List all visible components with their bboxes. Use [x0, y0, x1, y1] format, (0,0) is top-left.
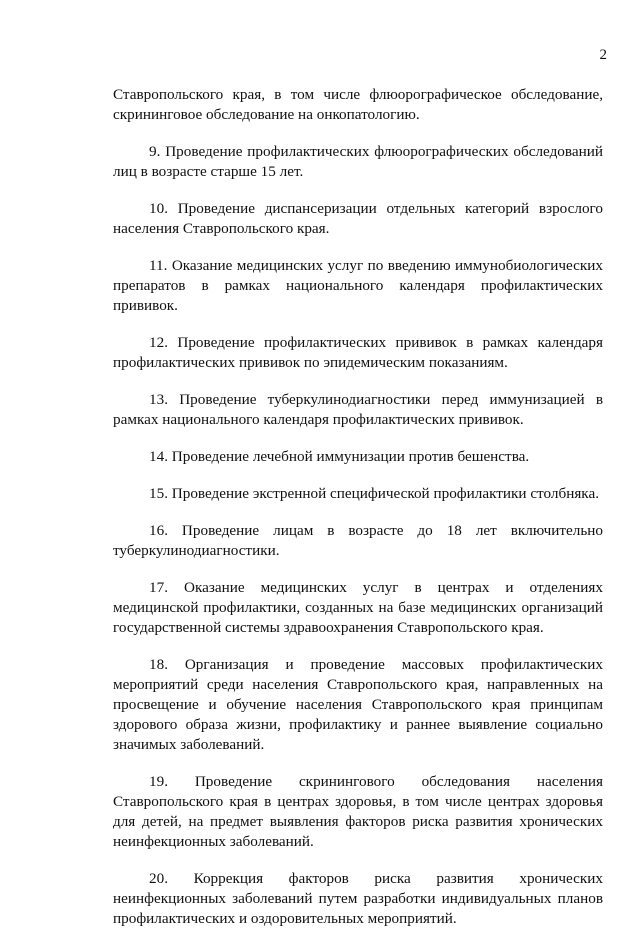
- paragraph-item-13: 13. Проведение туберкулинодиагностики перед иммунизацией в рамках национального календаря профилактических прививок.: [113, 391, 603, 428]
- paragraph-item-14: 14. Проведение лечебной иммунизации против бешенства.: [149, 448, 530, 465]
- paragraph-item-12: 12. Проведение профилактических прививок в рамках календаря профилактических прививок по эпидемическим показаниям.: [113, 334, 603, 371]
- paragraph-item-10: 10. Проведение диспансеризации отдельных категорий взрослого населения Ставропольского края.: [113, 200, 603, 237]
- paragraph-continuation: Ставропольского края, в том числе флюорографическое обследование, скрининговое обследование на онкопатологию.: [113, 86, 603, 123]
- paragraph-item-18: 18. Организация и проведение массовых профилактических мероприятий среди населения Ставропольского края, направленных на просвещение и обучение населения Ставропольского края принципам здорового образа жизни, профилактику и раннее выявление социально значимых заболеваний.: [113, 656, 603, 753]
- paragraph-item-17: 17. Оказание медицинских услуг в центрах и отделениях медицинской профилактики, созданных на базе медицинских организаций государственной системы здравоохранения Ставропольского края.: [113, 579, 603, 636]
- document-body: [113, 85, 603, 946]
- paragraph-item-16: 16. Проведение лицам в возрасте до 18 лет включительно туберкулинодиагностики.: [113, 522, 603, 559]
- page-number: 2: [599, 47, 607, 63]
- paragraph-item-20: 20. Коррекция факторов риска развития хронических неинфекционных заболеваний путем разработки индивидуальных планов профилактических и оздоровительных мероприятий.: [113, 870, 603, 927]
- paragraph-item-11: 11. Оказание медицинских услуг по введению иммунобиологических препаратов в рамках национального календаря профилактических прививок.: [113, 257, 603, 314]
- paragraph-item-15: 15. Проведение экстренной специфической профилактики столбняка.: [149, 485, 599, 502]
- paragraph-item-19: 19. Проведение скринингового обследования населения Ставропольского края в центрах здоровья, в том числе центрах здоровья для детей, на предмет выявления факторов риска развития хронических неинфекционных заболеваний.: [113, 773, 603, 850]
- paragraph-item-9: 9. Проведение профилактических флюорографических обследований лиц в возрасте старше 15 лет.: [113, 143, 603, 180]
